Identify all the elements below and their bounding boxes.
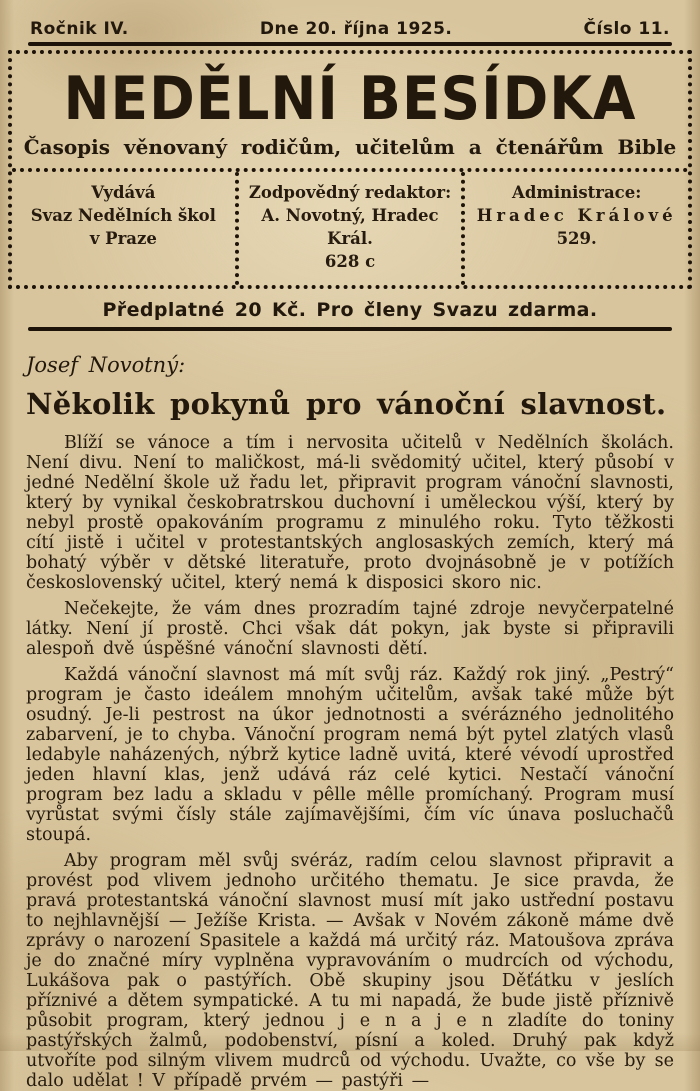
magazine-page: [0, 19, 700, 1091]
article-paragraph: Každá vánoční slavnost má mít svůj ráz. Každý rok jiný. „Pestrý“ program je často ideálem mnohým učitelům, avšak také může být osudný. Je-li pestrost na úkor jednotnosti a svérázného jednolitého zabarvení, je to chyba. Vánoční program nemá být pytel zlatých vlasů ledabyle naházených, nýbrž kytice ladně uvitá, které vévodí uprostřed jeden hlavní klas, jenž udává ráz celé kytici. Nestačí vánoční program bez ladu a skladu v pêlle mêlle promíchaný. Program musí vyrůstat svými čísly stále zajímavějšími, čím víc únava posluchačů stoupá.: [26, 665, 674, 845]
dateline-row: [30, 19, 670, 39]
subscription-line: Předplatné 20 Kč. Pro členy Svazu zdarma.: [102, 299, 598, 321]
subscription-rule: [28, 327, 672, 331]
editor-line: Zodpovědný redaktor:: [248, 183, 452, 202]
volume-label: Ročnik IV.: [30, 19, 129, 39]
dateline-rule: [28, 42, 672, 46]
editor-line: A. Novotný, Hradec Král.: [261, 206, 439, 248]
administration-line: Hradec Králové: [476, 206, 677, 225]
article: [0, 353, 700, 1091]
publisher-line: v Praze: [89, 229, 157, 248]
article-author: Josef Novotný:: [26, 353, 186, 377]
publisher-column: [12, 172, 235, 285]
date-label: Dne 20. října 1925.: [259, 19, 453, 39]
editor-column: [235, 172, 462, 285]
masthead-info-row: [12, 168, 688, 285]
masthead-box: [8, 50, 692, 289]
publisher-line: Svaz Nedělních škol: [30, 206, 216, 225]
editor-line: 628 c: [324, 252, 376, 271]
article-paragraph: Nečekejte, že vám dnes prozradím tajné zdroje nevyčerpatelné látky. Není jí prostě. Chci však dát pokyn, jak byste si připravili alespoň dvě úspěšné vánoční slavnosti dětí.: [26, 599, 674, 659]
masthead-title: NEDĚLNÍ BESÍDKA: [63, 63, 637, 133]
article-paragraph: Blíží se vánoce a tím i nervosita učitelů v Nedělních školách. Není divu. Není to maličkost, má-li svědomitý učitel, který působí v jedné Nedělní škole už řadu let, připravit program vánoční slavnosti, který by vynikal českobratrskou duchovní i uměleckou výší, který by nebyl prostě opakováním programu z minulého roku. Tyto těžkosti cítí jistě i učitel v protestantských anglosaských zemích, který má bohatý výběr v dětské literatuře, proto dvojnásobně je v potížích československý učitel, který nemá k disposici skoro nic.: [26, 433, 674, 593]
masthead-subtitle: Časopis věnovaný rodičům, učitelům a čtenářům Bible: [23, 135, 677, 159]
article-title: Několik pokynů pro vánoční slavnost.: [26, 387, 667, 421]
publisher-line: Vydává: [91, 183, 156, 202]
administration-column: [461, 172, 688, 285]
administration-line: Administrace:: [512, 183, 642, 202]
administration-line: 529.: [556, 229, 597, 248]
article-paragraph: Aby program měl svůj svéráz, radím celou slavnost připravit a provést pod vlivem jednoho určitého thematu. Je sice pravda, že pravá protestantská vánoční slavnost musí mít jako ustřední postavu to nejhlavnější — Ježíše Krista. — Avšak v Novém zákoně máme dvě zprávy o narození Spasitele a každá má určitý ráz. Matoušova zpráva je do značné míry vyplněna vypravováním o mudrcích od východu, Lukášova pak o pastýřích. Obě skupiny jsou Děťátku v jeslích příznivé a dětem sympatické. A tu mi napadá, že bude jistě příznivě působit program, který jednou j e n a j e n zladíte do toniny pastýřských žalmů, podobenství, písní a koled. Druhý pak když utvoříte pod silným vlivem mudrců od východu. Uvažte, co vše by se dalo udělat ! V případě prvém — pastýři —: [26, 851, 674, 1091]
issue-label: Číslo 11.: [583, 19, 670, 39]
